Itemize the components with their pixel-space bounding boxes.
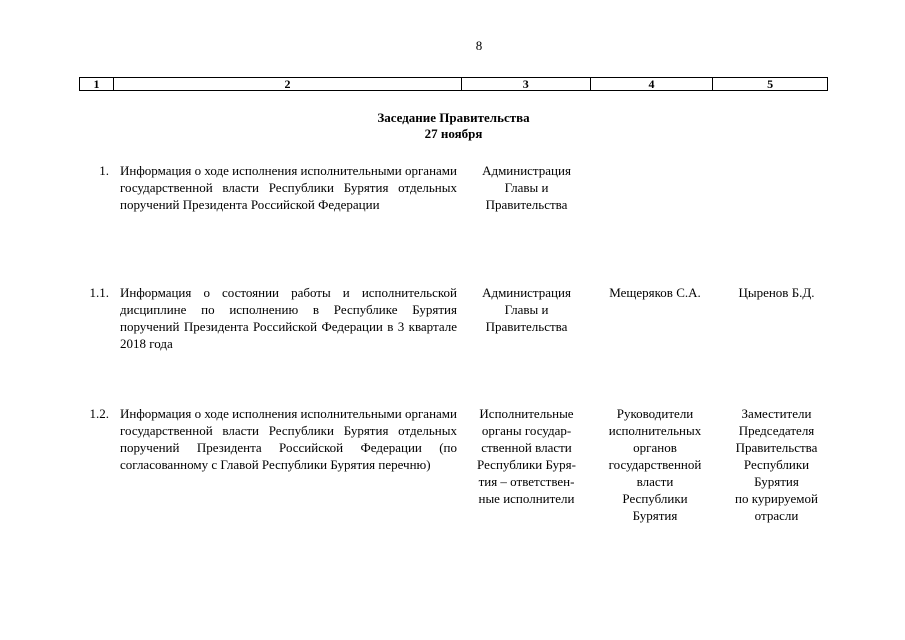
row-curator: Цыренов Б.Д. <box>738 285 815 300</box>
row-number: 1. <box>99 163 109 178</box>
column-header-1: 1 <box>80 78 114 90</box>
row-curator: Заместители Председателя Правительства Республики Бурятия по курируемой отрасли <box>735 406 818 523</box>
row-responsible: Администрация Главы и Правительства <box>482 163 571 212</box>
column-header-5: 5 <box>767 77 774 91</box>
column-header-2: 2 <box>114 78 462 90</box>
section-title: Заседание Правительства <box>377 110 530 125</box>
row-description: Информация о ходе исполнения исполнительными органами государственной власти Республики Бурятия отдельных поручений Президента Российской Федерации <box>120 163 457 212</box>
row-description: Информация о ходе исполнения исполнительными органами государственной власти Республики Бурятия отдельных поручений Президента Российской Федерации (по согласованному с Главой Республики Бурятия перечню) <box>120 406 457 472</box>
row-executor: Руководители исполнительных органов государственной власти Республики Бурятия <box>608 406 702 523</box>
row-responsible: Исполнительные органы государ- ственной власти Республики Буря- тия – ответствен- ные исполнители <box>477 406 576 506</box>
section-date: 27 ноября <box>424 126 483 141</box>
row-responsible: Администрация Главы и Правительства <box>482 285 571 334</box>
row-number: 1.1. <box>89 285 109 300</box>
row-number: 1.2. <box>89 406 109 421</box>
row-executor: Мещеряков С.А. <box>609 285 701 300</box>
column-header-3: 3 <box>462 78 591 90</box>
column-header-4: 4 <box>591 78 714 90</box>
column-number-header <box>79 77 828 91</box>
page-number: 8 <box>475 38 483 53</box>
row-description: Информация о состоянии работы и исполнительской дисциплине по исполнению в Республике Бурятия поручений Президента Российской Федерации в 3 квартале 2018 года <box>120 285 457 351</box>
section-heading <box>330 110 577 142</box>
